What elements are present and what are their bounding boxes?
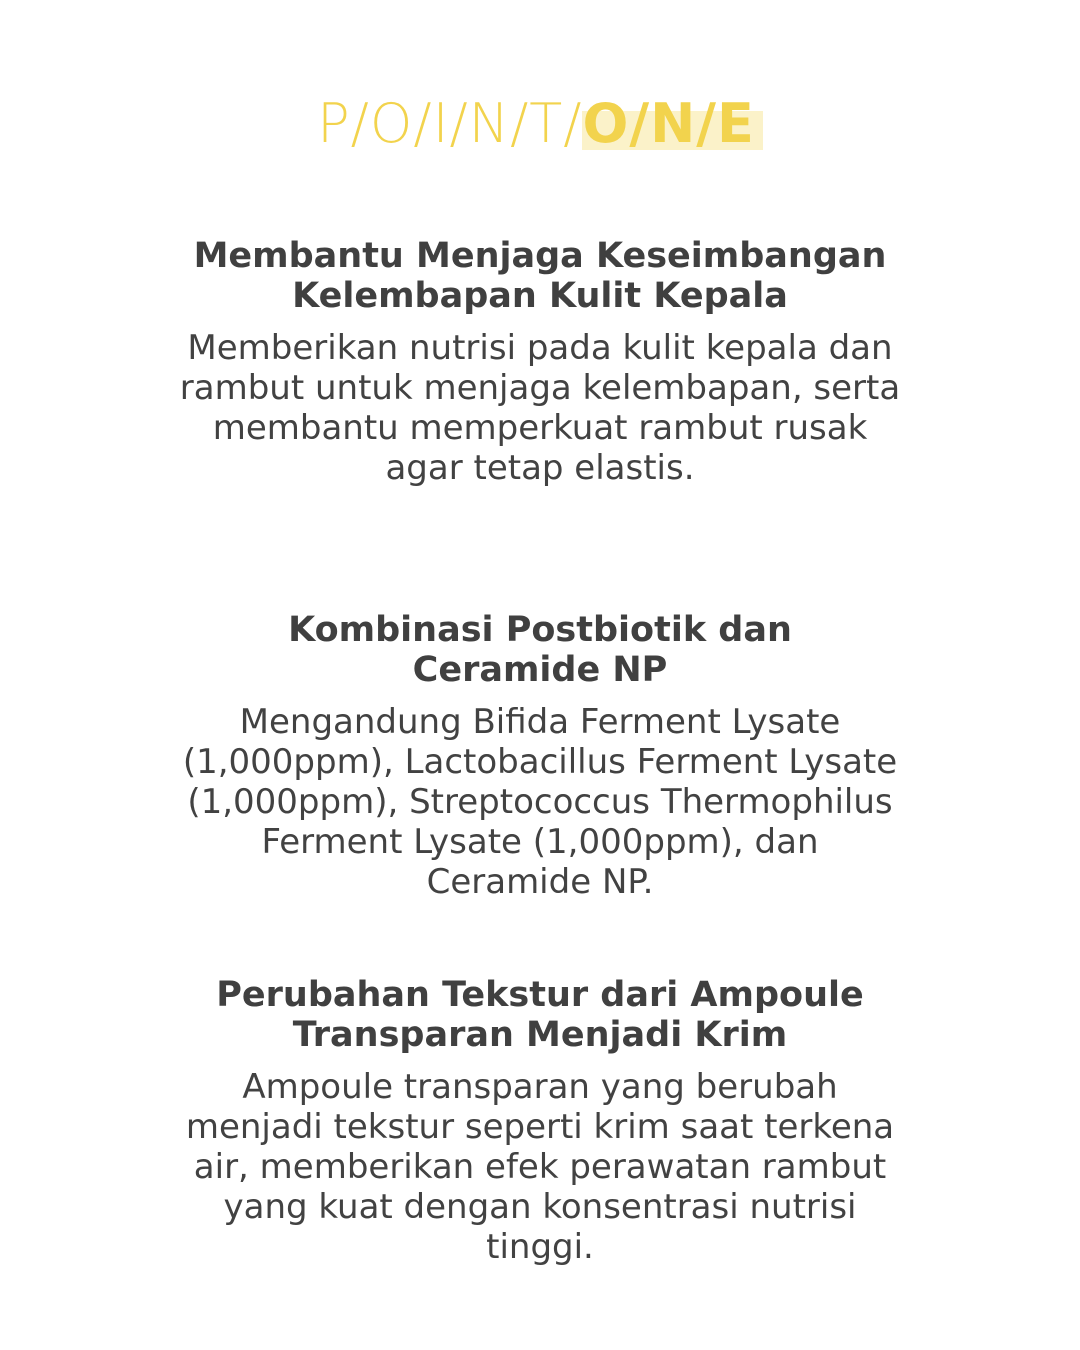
feature-description-line: Ampoule transparan yang berubah <box>242 1067 838 1107</box>
feature-description-line: Memberikan nutrisi pada kulit kepala dan <box>187 328 893 368</box>
page-title <box>0 92 1080 156</box>
feature-description-line: Ceramide NP. <box>426 862 654 902</box>
feature-heading-line: Kombinasi Postbiotik dan <box>288 610 792 650</box>
feature-description-line: air, memberikan efek perawatan rambut <box>193 1147 887 1187</box>
feature-description <box>140 702 940 902</box>
feature-heading-line: Transparan Menjadi Krim <box>292 1015 788 1055</box>
title-bold-part: O/N/E <box>582 92 762 155</box>
title-light-part: P/O/I/N/T/ <box>317 92 583 155</box>
feature-heading <box>140 975 940 1055</box>
feature-description-line: (1,000ppm), Lactobacillus Ferment Lysate <box>182 742 898 782</box>
feature-heading <box>140 610 940 690</box>
feature-section-2 <box>140 610 940 902</box>
feature-section-3 <box>140 975 940 1267</box>
feature-description <box>140 328 940 488</box>
feature-heading-line: Membantu Menjaga Keseimbangan <box>193 236 887 276</box>
feature-description-line: Ferment Lysate (1,000ppm), dan <box>261 822 819 862</box>
feature-heading-line: Perubahan Tekstur dari Ampoule <box>216 975 864 1015</box>
feature-description-line: yang kuat dengan konsentrasi nutrisi <box>223 1187 857 1227</box>
feature-description <box>140 1067 940 1267</box>
feature-description-line: rambut untuk menjaga kelembapan, serta <box>179 368 901 408</box>
feature-description-line: menjadi tekstur seperti krim saat terkena <box>185 1107 895 1147</box>
feature-description-line: tinggi. <box>486 1227 594 1267</box>
feature-heading-line: Kelembapan Kulit Kepala <box>292 276 788 316</box>
feature-description-line: Mengandung Bifida Ferment Lysate <box>239 702 841 742</box>
feature-section-1 <box>140 236 940 488</box>
feature-description-line: membantu memperkuat rambut rusak <box>212 408 868 448</box>
feature-heading-line: Ceramide NP <box>412 650 668 690</box>
feature-description-line: agar tetap elastis. <box>385 448 695 488</box>
feature-heading <box>140 236 940 316</box>
feature-description-line: (1,000ppm), Streptococcus Thermophilus <box>187 782 893 822</box>
